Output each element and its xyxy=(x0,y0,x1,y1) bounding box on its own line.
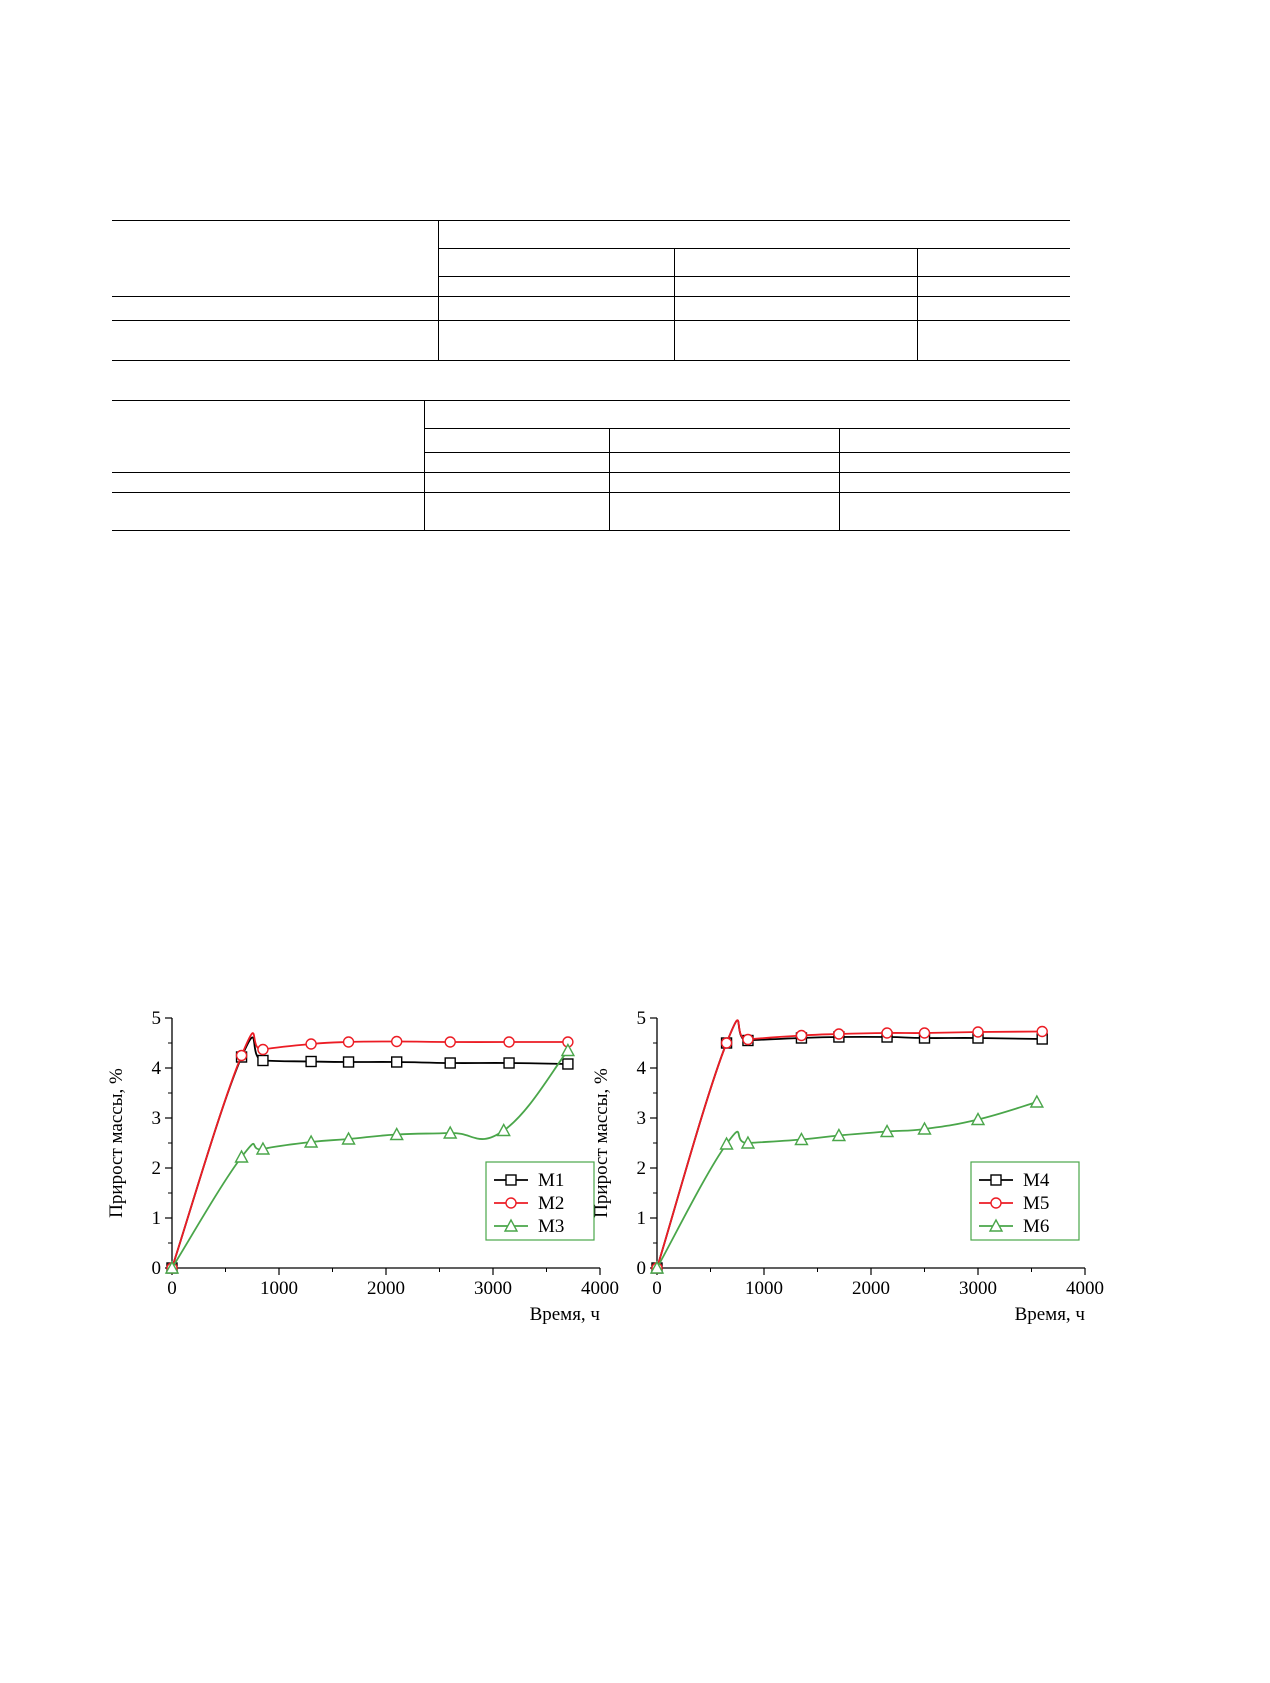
table-rule xyxy=(424,400,425,530)
data-point-marker xyxy=(445,1058,455,1068)
table-rule xyxy=(112,400,1070,401)
y-tick-label: 4 xyxy=(636,1058,646,1079)
y-tick-label: 5 xyxy=(636,1008,646,1029)
data-point-marker xyxy=(392,1057,402,1067)
table-rule xyxy=(112,320,1070,321)
table-rule xyxy=(674,248,675,360)
y-tick-label: 2 xyxy=(636,1158,646,1179)
table-rule xyxy=(438,220,439,360)
y-tick-label: 2 xyxy=(151,1158,161,1179)
data-point-marker xyxy=(991,1198,1001,1208)
data-point-marker xyxy=(344,1057,354,1067)
plot-area-left xyxy=(106,1008,619,1325)
chart-right xyxy=(585,1000,1105,1330)
legend-label-M3: M3 xyxy=(538,1216,565,1237)
empty-table-bottom xyxy=(112,400,1070,530)
data-point-marker xyxy=(237,1051,247,1061)
data-point-marker xyxy=(306,1039,316,1049)
data-point-marker xyxy=(1037,1027,1047,1037)
table-rule xyxy=(112,296,1070,297)
table-rule xyxy=(424,428,1070,429)
data-point-marker xyxy=(498,1125,510,1136)
x-tick-label: 4000 xyxy=(581,1278,619,1299)
x-axis-title: Время, ч xyxy=(1014,1304,1085,1325)
table-rule xyxy=(112,530,1070,531)
x-axis-title: Время, ч xyxy=(529,1304,600,1325)
table-rule xyxy=(438,276,1070,277)
legend-label-M1: M1 xyxy=(538,1170,565,1191)
chart-right-svg xyxy=(585,1000,1105,1330)
x-tick-label: 1000 xyxy=(260,1278,298,1299)
data-point-marker xyxy=(306,1057,316,1067)
y-axis-title: Прирост массы, % xyxy=(106,1068,127,1218)
y-tick-label: 0 xyxy=(151,1258,161,1279)
data-point-marker xyxy=(1031,1096,1043,1107)
x-tick-label: 0 xyxy=(652,1278,662,1299)
table-rule xyxy=(112,492,1070,493)
data-point-marker xyxy=(344,1037,354,1047)
y-tick-label: 5 xyxy=(151,1008,161,1029)
table-rule xyxy=(839,428,840,530)
data-point-marker xyxy=(258,1045,268,1055)
data-point-marker xyxy=(506,1175,516,1185)
x-tick-label: 3000 xyxy=(474,1278,512,1299)
data-point-marker xyxy=(504,1037,514,1047)
table-rule xyxy=(112,360,1070,361)
data-point-marker xyxy=(834,1029,844,1039)
data-point-marker xyxy=(722,1038,732,1048)
x-tick-label: 2000 xyxy=(852,1278,890,1299)
legend-label-M2: M2 xyxy=(538,1193,565,1214)
y-axis-title: Прирост массы, % xyxy=(591,1068,612,1218)
x-tick-label: 4000 xyxy=(1066,1278,1104,1299)
x-tick-label: 3000 xyxy=(959,1278,997,1299)
table-rule xyxy=(917,248,918,360)
y-tick-label: 3 xyxy=(151,1108,161,1129)
data-point-marker xyxy=(504,1058,514,1068)
data-point-marker xyxy=(563,1059,573,1069)
x-tick-label: 1000 xyxy=(745,1278,783,1299)
x-tick-label: 2000 xyxy=(367,1278,405,1299)
x-tick-label: 0 xyxy=(167,1278,177,1299)
table-rule xyxy=(438,248,1070,249)
y-tick-label: 4 xyxy=(151,1058,161,1079)
data-point-marker xyxy=(796,1031,806,1041)
chart-left-svg xyxy=(100,1000,620,1330)
legend-label-M5: M5 xyxy=(1023,1193,1050,1214)
table-rule xyxy=(424,452,1070,453)
chart-left xyxy=(100,1000,620,1330)
data-point-marker xyxy=(991,1175,1001,1185)
y-tick-label: 0 xyxy=(636,1258,646,1279)
legend-label-M4: M4 xyxy=(1023,1170,1050,1191)
data-point-marker xyxy=(562,1045,574,1056)
data-point-marker xyxy=(445,1037,455,1047)
plot-area-right xyxy=(591,1008,1104,1325)
table-rule xyxy=(609,428,610,530)
data-point-marker xyxy=(258,1056,268,1066)
legend-label-M6: M6 xyxy=(1023,1216,1050,1237)
table-rule xyxy=(112,220,1070,221)
y-tick-label: 3 xyxy=(636,1108,646,1129)
data-point-marker xyxy=(743,1035,753,1045)
data-point-marker xyxy=(920,1028,930,1038)
table-rule xyxy=(112,472,1070,473)
empty-table-top xyxy=(112,220,1070,360)
y-tick-label: 1 xyxy=(636,1208,646,1229)
data-point-marker xyxy=(506,1198,516,1208)
y-tick-label: 1 xyxy=(151,1208,161,1229)
data-point-marker xyxy=(392,1037,402,1047)
data-point-marker xyxy=(973,1027,983,1037)
data-point-marker xyxy=(882,1028,892,1038)
